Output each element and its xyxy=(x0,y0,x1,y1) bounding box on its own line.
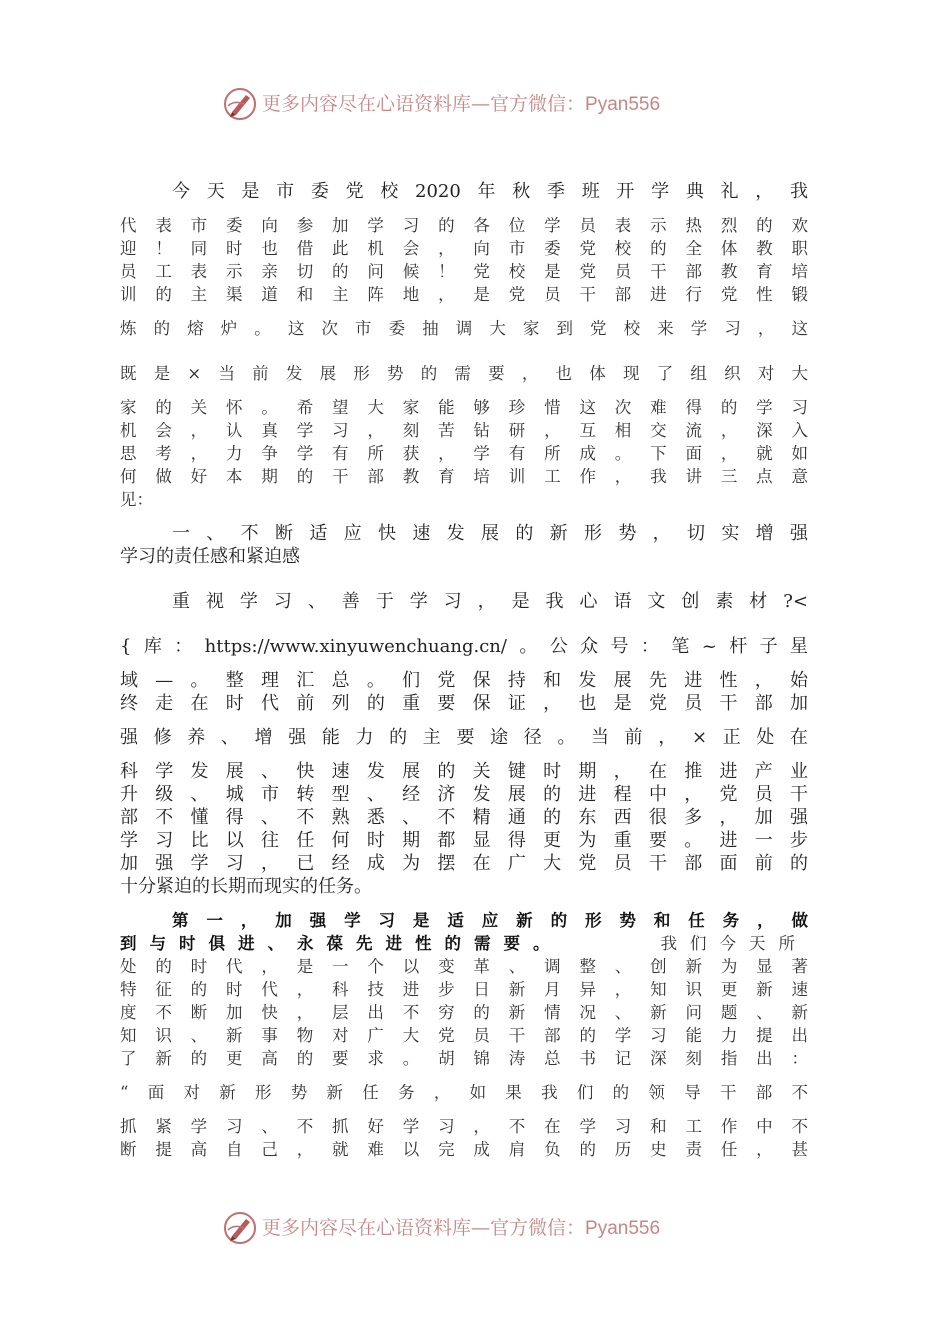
subheading-line: 第一，加强学习是适应新的形势和任务，做 xyxy=(172,911,808,930)
source-link-line: {库：https://www.xinyuwenchuang.cn/。公众号：笔~杆子星 xyxy=(120,636,808,657)
paragraph-line: 见： xyxy=(120,490,153,509)
paragraph-line: 特征的时代，科技进步日新月异，知识更新速 xyxy=(120,980,808,999)
paragraph-line: 家的关怀。希望大家能够珍惜这次难得的学习 xyxy=(120,398,808,417)
paragraph-line: 强修养、增强能力的主要途径。当前，×正处在 xyxy=(120,727,808,748)
paragraph-line: 重视学习、善于学习，是我心语文创素材?< xyxy=(172,591,808,612)
paragraph-line: 学习比以往任何时期都显得更为重要。进一步 xyxy=(120,830,808,851)
paragraph-line: 何做好本期的干部教育培训工作，我讲三点意 xyxy=(120,467,808,486)
paragraph-line: 知识、新事物对广大党员干部的学习能力提出 xyxy=(120,1026,808,1045)
watermark-text: 更多内容尽在心语资料库—官方微信：Pyan556 xyxy=(262,1217,661,1239)
mixed-line xyxy=(120,932,808,955)
paragraph-line: 代表市委向参加学习的各位学员表示热烈的欢 xyxy=(120,216,808,235)
paragraph-line: 思考，力争学有所获，学有所成。下面，就如 xyxy=(120,444,808,463)
section-heading: 一、不断适应快速发展的新形势，切实增强 xyxy=(172,523,808,544)
paragraph-line: 迎！同时也借此机会，向市委党校的全体教职 xyxy=(120,239,808,258)
paragraph-line: 域—。整理汇总。们党保持和发展先进性，始 xyxy=(120,670,808,691)
paragraph-line: 抓紧学习、不抓好学习，不在学习和工作中不 xyxy=(120,1117,808,1136)
paragraph-line: 炼的熔炉。这次市委抽调大家到党校来学习，这 xyxy=(120,319,808,338)
paragraph-line: 训的主渠道和主阵地，是党员干部进行党性锻 xyxy=(120,285,808,304)
paragraph-line: 处的时代，是一个以变革、调整、创新为显著 xyxy=(120,957,808,976)
paragraph-line: 了新的更高的要求。胡锦涛总书记深刻指出： xyxy=(120,1049,808,1068)
subheading-tail: 到与时俱进、永葆先进性的需要。 xyxy=(120,934,563,953)
paragraph-line: 十分紧迫的长期而现实的任务。 xyxy=(120,876,372,897)
paragraph-start: 我们今天所 xyxy=(660,934,808,953)
watermark-text: 更多内容尽在心语资料库—官方微信：Pyan556 xyxy=(262,93,661,115)
paragraph-line: 今天是市委党校2020年秋季班开学典礼，我 xyxy=(172,181,808,202)
paragraph-line: 机会，认真学习，刻苦钻研，互相交流，深入 xyxy=(120,421,808,440)
paragraph-line: 员工表示亲切的问候！党校是党员干部教育培 xyxy=(120,262,808,281)
paragraph-line: 度不断加快，层出不穷的新情况、新问题、新 xyxy=(120,1003,808,1022)
pen-logo-icon xyxy=(222,1210,258,1246)
paragraph-line: 终走在时代前列的重要保证，也是党员干部加 xyxy=(120,693,808,714)
paragraph-line: 断提高自己，就难以完成肩负的历史责任，甚 xyxy=(120,1140,808,1159)
paragraph-line: 升级、城市转型、经济发展的进程中，党员干 xyxy=(120,784,808,805)
watermark-banner-bottom xyxy=(0,1210,950,1250)
watermark-banner-top xyxy=(0,86,950,126)
document-body xyxy=(120,180,808,1161)
paragraph-line: 既是×当前发展形势的需要，也体现了组织对大 xyxy=(120,364,808,383)
pen-logo-icon xyxy=(222,86,258,122)
paragraph-line: 部不懂得、不熟悉、不精通的东西很多，加强 xyxy=(120,807,808,828)
wechat-id: Pyan556 xyxy=(585,94,661,115)
paragraph-line: 科学发展、快速发展的关键时期，在推进产业 xyxy=(120,761,808,782)
wechat-id: Pyan556 xyxy=(585,1218,661,1239)
paragraph-line: 加强学习，已经成为摆在广大党员干部面前的 xyxy=(120,853,808,874)
section-heading: 学习的责任感和紧迫感 xyxy=(120,546,300,567)
paragraph-line: “面对新形势新任务，如果我们的领导干部不 xyxy=(120,1083,808,1102)
